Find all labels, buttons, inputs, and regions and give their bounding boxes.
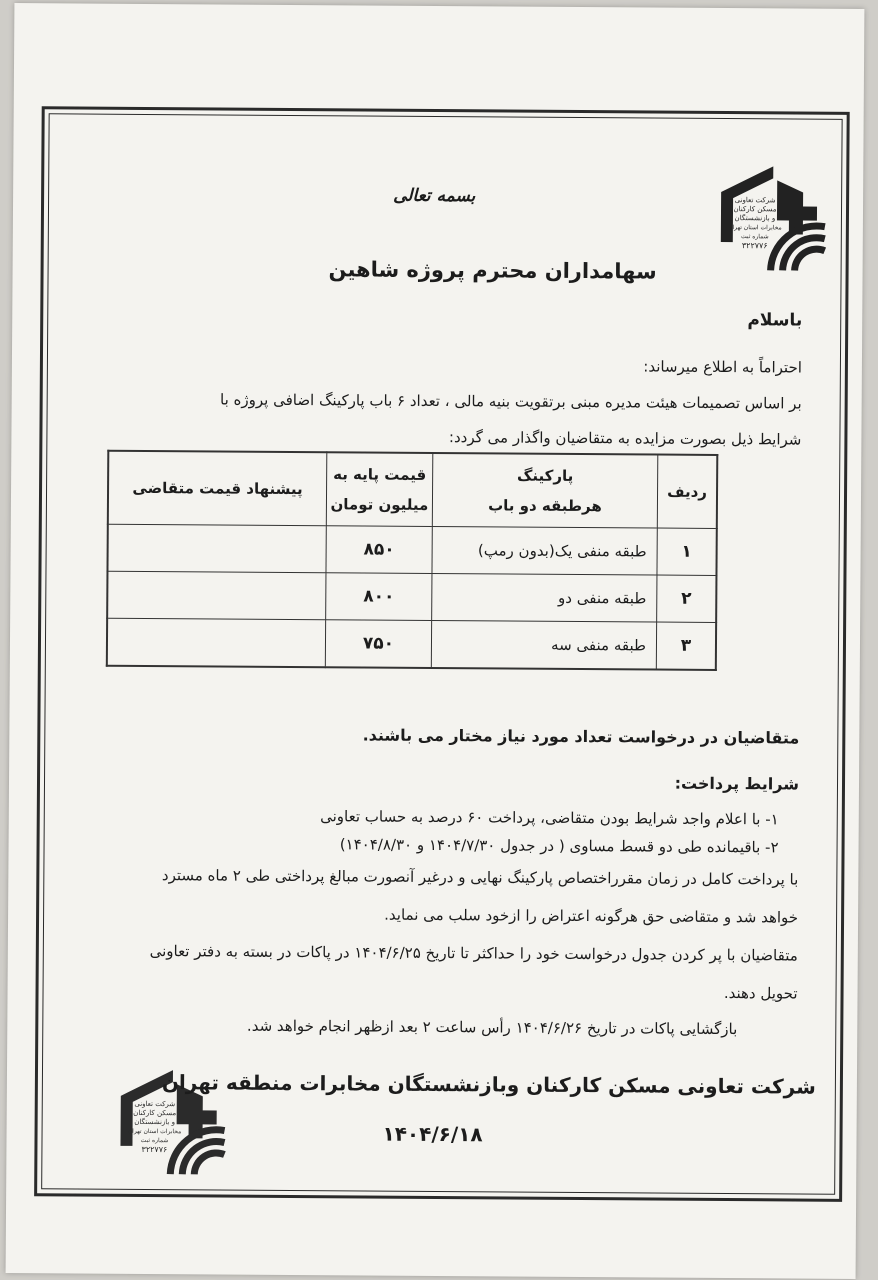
row-number: ۱	[657, 528, 717, 575]
row-number: ۳	[656, 622, 716, 670]
header-offer: پیشنهاد قیمت متقاضی	[108, 451, 327, 526]
applicants-note: متقاضیان در درخواست تعداد مورد نیاز مختار می باشند.	[362, 725, 800, 748]
svg-text:و بازنشستگان: و بازنشستگان	[734, 214, 776, 223]
table-row	[107, 618, 716, 670]
svg-text:مسکن کارکنان: مسکن کارکنان	[733, 205, 777, 214]
header-price-line2: میلیون تومان	[330, 495, 429, 514]
offer-cell[interactable]	[107, 618, 326, 667]
svg-text:مسکن کارکنان: مسکن کارکنان	[133, 1108, 177, 1118]
intro-line-3: شرایط ذیل بصورت مزایده به متقاضیان واگذار می گردد:	[448, 428, 802, 449]
svg-text:۳۲۲۷۷۶: ۳۲۲۷۷۶	[741, 241, 768, 251]
payment-condition-1: ۱- با اعلام واجد شرایط بودن متقاضی، پرداخت ۶۰ درصد به حساب تعاونی	[320, 807, 779, 829]
company-signature: شرکت تعاونی مسکن کارکنان وبازنشستگان مخابرات منطقه تهران	[161, 1070, 816, 1099]
row-number: ۲	[657, 575, 717, 622]
offer-cell[interactable]	[107, 524, 326, 573]
offer-cell[interactable]	[107, 571, 326, 620]
table-row	[107, 524, 716, 575]
svg-text:شماره ثبت: شماره ثبت	[740, 233, 769, 241]
payment-condition-2: ۲- باقیمانده طی دو قسط مساوی ( در جدول ۱۴۰۴/۷/۳۰ و ۱۴۰۴/۸/۳۰)	[339, 835, 779, 857]
deadline-line-1: متقاضیان با پر کردن جدول درخواست خود را حداکثر تا تاریخ ۱۴۰۴/۶/۲۵ در پاکات در بسته به دفتر تعاونی	[149, 942, 798, 965]
svg-text:مخابرات استان تهران: مخابرات استان تهران	[728, 224, 782, 232]
table-row	[107, 571, 716, 622]
refund-note-line-1: با پرداخت کامل در زمان مقرراختصاص پارکینگ نهایی و درغیر آنصورت مبالغ پرداختی طی ۲ ماه مسترد	[161, 866, 799, 889]
floor-cell: طبقه منفی سه	[431, 620, 656, 669]
greeting: باسلام	[747, 310, 803, 331]
refund-note-line-2: خواهد شد و متقاضی حق هرگونه اعتراض را ازخود سلب می نماید.	[384, 905, 799, 927]
svg-text:شرکت تعاونی: شرکت تعاونی	[734, 196, 776, 205]
parking-table	[106, 450, 719, 671]
page-title: سهامداران محترم پروژه شاهین	[328, 257, 657, 284]
price-cell: ۷۵۰	[325, 620, 431, 668]
floor-cell: طبقه منفی دو	[432, 573, 657, 622]
floor-cell: طبقه منفی یک(بدون رمپ)	[432, 526, 657, 575]
svg-text:شماره ثبت: شماره ثبت	[140, 1136, 169, 1145]
intro-line-1: احتراماً به اطلاع میرساند:	[643, 357, 802, 377]
intro-line-2: بر اساس تصمیمات هیئت مدیره مبنی برتقویت بنیه مالی ، تعداد ۶ باب پارکینگ اضافی پروژه با	[219, 390, 802, 413]
header-row-number: ردیف	[657, 455, 717, 529]
svg-text:مخابرات استان تهران: مخابرات استان تهران	[127, 1127, 182, 1136]
header-price-line1: قیمت پایه به	[333, 465, 427, 484]
header-base-price	[326, 452, 433, 526]
payment-terms-title: شرایط پرداخت:	[674, 773, 800, 794]
svg-text:شرکت تعاونی: شرکت تعاونی	[134, 1099, 176, 1109]
bismillah-heading: بسمه تعالی	[393, 185, 476, 207]
deadline-line-2: تحویل دهند.	[723, 984, 798, 1003]
price-cell: ۸۵۰	[326, 526, 432, 574]
company-logo-top	[711, 162, 836, 275]
opening-note: بازگشایی پاکات در تاریخ ۱۴۰۴/۶/۲۶ رأس ساعت ۲ بعد ازظهر انجام خواهد شد.	[246, 1016, 738, 1039]
svg-text:و بازنشستگان: و بازنشستگان	[134, 1117, 176, 1127]
price-cell: ۸۰۰	[326, 573, 432, 621]
document-page	[6, 3, 865, 1279]
table-header-row	[108, 451, 717, 529]
header-parking-line2: هرطبقه دو باب	[488, 496, 602, 516]
letter-date: ۱۴۰۴/۶/۱۸	[382, 1121, 483, 1147]
header-parking-line1: پارکینگ	[516, 466, 574, 485]
svg-text:۳۲۲۷۷۶: ۳۲۲۷۷۶	[141, 1144, 168, 1155]
header-parking	[432, 453, 658, 528]
